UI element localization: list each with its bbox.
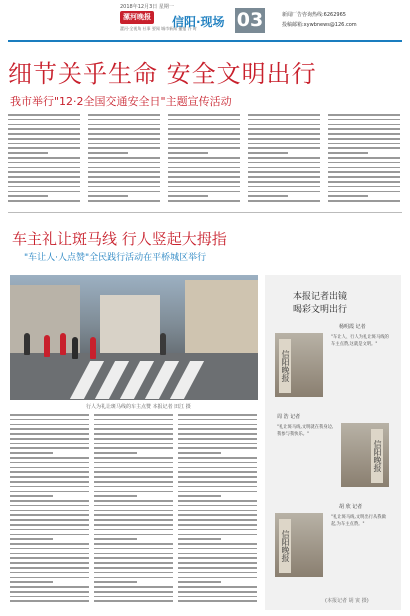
body-text-line bbox=[88, 124, 160, 126]
text-column bbox=[88, 114, 160, 209]
body-text-line bbox=[328, 114, 400, 116]
body-text-line bbox=[10, 562, 89, 564]
body-text-line bbox=[248, 124, 320, 126]
newspaper-logo: 漯河晚报 bbox=[120, 11, 154, 24]
body-text-line bbox=[8, 181, 80, 183]
issue-date: 2018年12月3日 星期一 bbox=[120, 4, 174, 10]
body-text-line bbox=[178, 514, 257, 516]
body-text-line bbox=[178, 600, 257, 602]
body-text-line bbox=[10, 510, 89, 512]
body-text-line bbox=[168, 200, 240, 202]
body-text-line bbox=[10, 481, 89, 483]
body-text-line bbox=[94, 543, 173, 545]
pedestrian bbox=[44, 335, 50, 357]
body-text-line bbox=[248, 191, 320, 193]
body-text-line bbox=[178, 452, 221, 454]
body-text-line bbox=[168, 138, 240, 140]
body-text-line bbox=[88, 200, 160, 202]
body-text-line bbox=[10, 486, 89, 488]
sign-board: 信阳晚报 bbox=[279, 519, 291, 573]
section-divider bbox=[8, 212, 402, 213]
body-text-line bbox=[178, 428, 257, 430]
body-text-line bbox=[10, 529, 89, 531]
body-text-line bbox=[168, 191, 240, 193]
body-text-line bbox=[8, 195, 48, 197]
body-text-line bbox=[10, 505, 89, 507]
body-text-line bbox=[10, 572, 89, 574]
body-text-line bbox=[94, 534, 173, 536]
body-text-line bbox=[10, 600, 89, 602]
panel-title-line: 本报记者出镜 bbox=[293, 292, 348, 302]
body-text-line bbox=[328, 152, 368, 154]
article-2-body bbox=[10, 414, 258, 610]
reporter-quote: "车让人、行人为礼让斑马线的车主点赞,这就是文明。" bbox=[331, 335, 389, 347]
body-text-line bbox=[178, 467, 257, 469]
body-text-line bbox=[10, 471, 89, 473]
body-text-line bbox=[248, 167, 320, 169]
panel-title bbox=[293, 291, 347, 317]
body-text-line bbox=[88, 147, 160, 149]
body-text-line bbox=[248, 152, 288, 154]
body-text-line bbox=[8, 162, 80, 164]
body-text-line bbox=[94, 438, 173, 440]
body-text-line bbox=[88, 186, 160, 188]
body-text-line bbox=[328, 124, 400, 126]
body-text-line bbox=[88, 114, 160, 116]
pedestrian bbox=[160, 333, 166, 355]
reporter-card bbox=[271, 501, 395, 579]
body-text-line bbox=[178, 543, 257, 545]
body-text-line bbox=[168, 162, 240, 164]
body-text-line bbox=[168, 128, 240, 130]
building bbox=[185, 280, 258, 355]
headline-1: 细节关乎生命 安全文明出行 bbox=[8, 60, 317, 88]
body-text-line bbox=[94, 428, 173, 430]
body-text-line bbox=[94, 586, 173, 588]
body-text-line bbox=[8, 152, 48, 154]
body-text-line bbox=[94, 491, 173, 493]
body-text-line bbox=[178, 538, 221, 540]
body-text-line bbox=[178, 553, 257, 555]
reporter-photo bbox=[341, 423, 389, 487]
body-text-line bbox=[88, 181, 160, 183]
body-text-line bbox=[248, 147, 320, 149]
body-text-line bbox=[88, 176, 160, 178]
street-photo bbox=[10, 275, 258, 400]
body-text-line bbox=[328, 167, 400, 169]
body-text-line bbox=[10, 581, 53, 583]
body-text-line bbox=[10, 514, 89, 516]
body-text-line bbox=[168, 114, 240, 116]
body-text-line bbox=[94, 567, 173, 569]
text-column bbox=[178, 414, 257, 610]
body-text-line bbox=[88, 119, 160, 121]
body-text-line bbox=[178, 562, 257, 564]
body-text-line bbox=[168, 181, 240, 183]
pedestrian bbox=[90, 337, 96, 359]
body-text-line bbox=[8, 186, 80, 188]
email: 投稿邮箱:xywbnews@126.com bbox=[282, 22, 357, 28]
body-text-line bbox=[248, 157, 320, 159]
page-number: 03 bbox=[236, 9, 264, 31]
body-text-line bbox=[94, 414, 173, 416]
body-text-line bbox=[94, 548, 173, 550]
body-text-line bbox=[178, 577, 257, 579]
text-column bbox=[10, 414, 89, 610]
body-text-line bbox=[88, 138, 160, 140]
body-text-line bbox=[168, 147, 240, 149]
page-header bbox=[0, 0, 410, 40]
text-column bbox=[8, 114, 80, 209]
body-text-line bbox=[94, 591, 173, 593]
pedestrian bbox=[60, 333, 66, 355]
text-column bbox=[94, 414, 173, 610]
body-text-line bbox=[8, 114, 80, 116]
body-text-line bbox=[10, 433, 89, 435]
body-text-line bbox=[8, 147, 80, 149]
body-text-line bbox=[168, 195, 208, 197]
body-text-line bbox=[328, 119, 400, 121]
header-rule bbox=[8, 40, 402, 42]
body-text-line bbox=[328, 147, 400, 149]
body-text-line bbox=[248, 128, 320, 130]
reporter-name: 胡 欣 记者 bbox=[339, 504, 363, 510]
body-text-line bbox=[94, 462, 173, 464]
body-text-line bbox=[8, 119, 80, 121]
body-text-line bbox=[88, 152, 128, 154]
body-text-line bbox=[94, 476, 173, 478]
body-text-line bbox=[178, 505, 257, 507]
body-text-line bbox=[10, 519, 89, 521]
body-text-line bbox=[328, 162, 400, 164]
body-text-line bbox=[248, 186, 320, 188]
body-text-line bbox=[8, 143, 80, 145]
body-text-line bbox=[168, 186, 240, 188]
body-text-line bbox=[178, 586, 257, 588]
body-text-line bbox=[94, 557, 173, 559]
body-text-line bbox=[94, 447, 173, 449]
panel-title-line: 喝彩文明出行 bbox=[293, 305, 348, 315]
body-text-line bbox=[8, 138, 80, 140]
body-text-line bbox=[8, 167, 80, 169]
hotline: 新闻厂告咨询热线:6262965 bbox=[282, 12, 346, 18]
body-text-line bbox=[88, 143, 160, 145]
body-text-line bbox=[10, 462, 89, 464]
pedestrian bbox=[72, 337, 78, 359]
contact-info bbox=[282, 10, 357, 30]
body-text-line bbox=[10, 428, 89, 430]
reporter-panel bbox=[265, 275, 401, 610]
body-text-line bbox=[168, 119, 240, 121]
body-text-line bbox=[10, 557, 89, 559]
body-text-line bbox=[94, 562, 173, 564]
body-text-line bbox=[94, 514, 173, 516]
body-text-line bbox=[178, 486, 257, 488]
body-text-line bbox=[10, 495, 53, 497]
body-text-line bbox=[10, 424, 89, 426]
body-text-line bbox=[328, 138, 400, 140]
body-text-line bbox=[10, 596, 89, 598]
body-text-line bbox=[178, 481, 257, 483]
body-text-line bbox=[328, 171, 400, 173]
body-text-line bbox=[178, 471, 257, 473]
body-text-line bbox=[8, 157, 80, 159]
building bbox=[100, 295, 160, 353]
text-column bbox=[248, 114, 320, 209]
body-text-line bbox=[10, 452, 53, 454]
body-text-line bbox=[328, 143, 400, 145]
body-text-line bbox=[248, 133, 320, 135]
body-text-line bbox=[328, 186, 400, 188]
body-text-line bbox=[94, 538, 137, 540]
body-text-line bbox=[10, 443, 89, 445]
body-text-line bbox=[328, 191, 400, 193]
body-text-line bbox=[178, 581, 221, 583]
body-text-line bbox=[178, 491, 257, 493]
body-text-line bbox=[328, 181, 400, 183]
body-text-line bbox=[178, 462, 257, 464]
body-text-line bbox=[10, 534, 89, 536]
reporter-name: 杨明霞 记者 bbox=[339, 324, 366, 330]
body-text-line bbox=[178, 457, 257, 459]
reporter-photo bbox=[275, 513, 323, 577]
body-text-line bbox=[94, 519, 173, 521]
body-text-line bbox=[178, 596, 257, 598]
body-text-line bbox=[178, 519, 257, 521]
body-text-line bbox=[328, 133, 400, 135]
body-text-line bbox=[94, 443, 173, 445]
body-text-line bbox=[94, 424, 173, 426]
body-text-line bbox=[10, 543, 89, 545]
body-text-line bbox=[10, 491, 89, 493]
body-text-line bbox=[94, 529, 173, 531]
body-text-line bbox=[8, 128, 80, 130]
body-text-line bbox=[248, 162, 320, 164]
body-text-line bbox=[178, 495, 221, 497]
body-text-line bbox=[178, 447, 257, 449]
body-text-line bbox=[178, 524, 257, 526]
section-title: 信阳·现场 bbox=[172, 15, 225, 29]
body-text-line bbox=[8, 133, 80, 135]
body-text-line bbox=[88, 157, 160, 159]
body-text-line bbox=[10, 447, 89, 449]
body-text-line bbox=[94, 471, 173, 473]
body-text-line bbox=[8, 171, 80, 173]
text-column bbox=[328, 114, 400, 209]
body-text-line bbox=[94, 500, 173, 502]
body-text-line bbox=[178, 438, 257, 440]
body-text-line bbox=[168, 143, 240, 145]
body-text-line bbox=[178, 548, 257, 550]
body-text-line bbox=[248, 176, 320, 178]
body-text-line bbox=[10, 414, 89, 416]
body-text-line bbox=[168, 124, 240, 126]
body-text-line bbox=[178, 433, 257, 435]
body-text-line bbox=[94, 419, 173, 421]
body-text-line bbox=[168, 133, 240, 135]
body-text-line bbox=[10, 586, 89, 588]
body-text-line bbox=[94, 524, 173, 526]
body-text-line bbox=[178, 500, 257, 502]
body-text-line bbox=[178, 424, 257, 426]
sign-board: 信阳晚报 bbox=[371, 429, 383, 483]
body-text-line bbox=[178, 529, 257, 531]
body-text-line bbox=[248, 171, 320, 173]
body-text-line bbox=[178, 414, 257, 416]
body-text-line bbox=[88, 128, 160, 130]
photo-caption: 行人为礼让斑马线的车主点赞 本报记者 田江 摄 bbox=[86, 404, 191, 410]
body-text-line bbox=[88, 191, 160, 193]
body-text-line bbox=[328, 128, 400, 130]
body-text-line bbox=[10, 419, 89, 421]
body-text-line bbox=[94, 467, 173, 469]
body-text-line bbox=[178, 419, 257, 421]
body-text-line bbox=[328, 200, 400, 202]
body-text-line bbox=[8, 176, 80, 178]
body-text-line bbox=[88, 133, 160, 135]
reporter-quote: "礼让斑马线,文明出行从我做起,为车主点赞。" bbox=[331, 515, 386, 527]
reporter-quote: "礼让斑马线,文明就在我身边,我参与我快乐。" bbox=[277, 425, 334, 437]
article-1-body bbox=[8, 114, 402, 209]
body-text-line bbox=[8, 200, 80, 202]
body-text-line bbox=[168, 176, 240, 178]
body-text-line bbox=[248, 181, 320, 183]
body-text-line bbox=[88, 167, 160, 169]
body-text-line bbox=[248, 200, 320, 202]
body-text-line bbox=[94, 553, 173, 555]
body-text-line bbox=[178, 557, 257, 559]
body-text-line bbox=[88, 195, 128, 197]
body-text-line bbox=[168, 157, 240, 159]
body-text-line bbox=[94, 457, 173, 459]
body-text-line bbox=[328, 176, 400, 178]
body-text-line bbox=[88, 171, 160, 173]
body-text-line bbox=[168, 167, 240, 169]
body-text-line bbox=[248, 195, 288, 197]
body-text-line bbox=[10, 567, 89, 569]
logo-subtitle: 漯河·全视角 社事 要闻 城市新闻 播报 汗 时 bbox=[120, 26, 197, 31]
reporter-card bbox=[271, 321, 395, 399]
headline-2: 车主礼让斑马线 行人竖起大拇指 bbox=[12, 230, 227, 248]
reporter-photo bbox=[275, 333, 323, 397]
body-text-line bbox=[10, 577, 89, 579]
body-text-line bbox=[10, 438, 89, 440]
body-text-line bbox=[328, 157, 400, 159]
body-text-line bbox=[94, 510, 173, 512]
reporter-card bbox=[271, 411, 395, 489]
body-text-line bbox=[178, 591, 257, 593]
subheadline-2: "车让人·人点赞"全民践行活动在平桥城区举行 bbox=[24, 253, 207, 263]
body-text-line bbox=[10, 476, 89, 478]
text-column bbox=[168, 114, 240, 209]
body-text-line bbox=[10, 524, 89, 526]
body-text-line bbox=[10, 538, 53, 540]
body-text-line bbox=[248, 143, 320, 145]
body-text-line bbox=[10, 457, 89, 459]
body-text-line bbox=[168, 152, 208, 154]
body-text-line bbox=[168, 171, 240, 173]
panel-credit: (本报记者 胡 寅 摄) bbox=[325, 598, 369, 604]
body-text-line bbox=[248, 138, 320, 140]
body-text-line bbox=[94, 481, 173, 483]
body-text-line bbox=[94, 495, 137, 497]
body-text-line bbox=[248, 119, 320, 121]
body-text-line bbox=[94, 581, 137, 583]
body-text-line bbox=[94, 486, 173, 488]
body-text-line bbox=[248, 114, 320, 116]
body-text-line bbox=[10, 548, 89, 550]
body-text-line bbox=[94, 577, 173, 579]
body-text-line bbox=[10, 500, 89, 502]
pedestrian bbox=[24, 333, 30, 355]
reporter-name: 周 浩 记者 bbox=[277, 414, 301, 420]
body-text-line bbox=[94, 600, 173, 602]
body-text-line bbox=[10, 591, 89, 593]
body-text-line bbox=[178, 476, 257, 478]
body-text-line bbox=[94, 505, 173, 507]
body-text-line bbox=[178, 510, 257, 512]
body-text-line bbox=[178, 443, 257, 445]
body-text-line bbox=[94, 572, 173, 574]
body-text-line bbox=[178, 567, 257, 569]
body-text-line bbox=[8, 124, 80, 126]
sign-board: 信阳晚报 bbox=[279, 339, 291, 393]
body-text-line bbox=[10, 467, 89, 469]
body-text-line bbox=[88, 162, 160, 164]
body-text-line bbox=[178, 534, 257, 536]
body-text-line bbox=[8, 191, 80, 193]
body-text-line bbox=[328, 195, 368, 197]
body-text-line bbox=[94, 596, 173, 598]
subheadline-1: 我市举行"12·2全国交通安全日"主题宣传活动 bbox=[10, 95, 232, 108]
body-text-line bbox=[94, 452, 137, 454]
body-text-line bbox=[94, 433, 173, 435]
body-text-line bbox=[178, 572, 257, 574]
body-text-line bbox=[10, 553, 89, 555]
